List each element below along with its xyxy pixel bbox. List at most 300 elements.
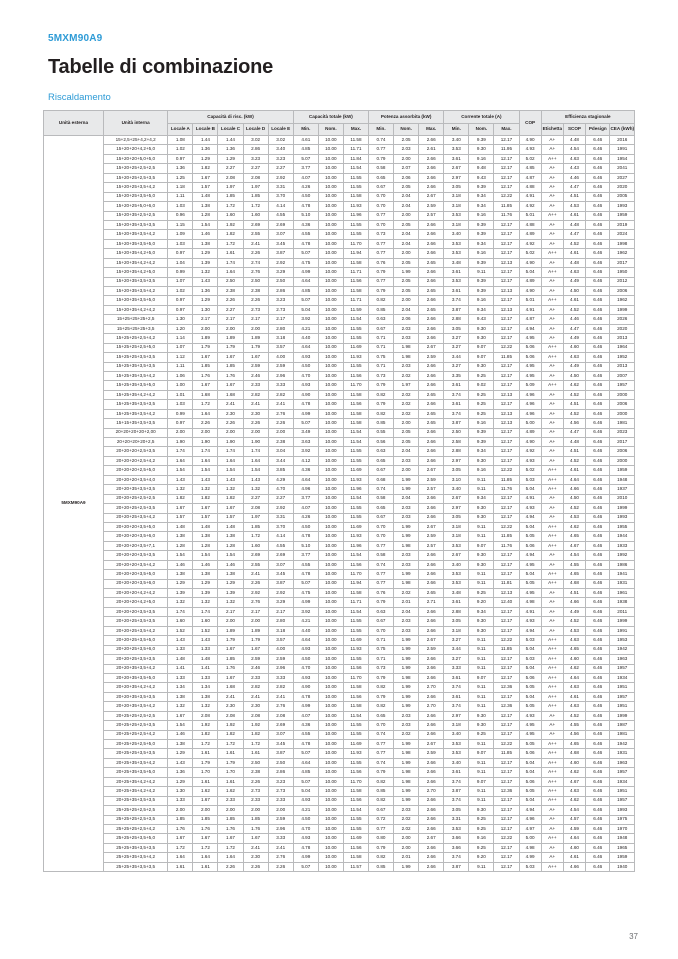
table-row: [44, 645, 635, 654]
cell-value: 1.36: [168, 768, 193, 777]
cell-value: 6.46: [586, 607, 610, 616]
cell-value: 1942: [610, 645, 635, 654]
cell-value: A+: [541, 494, 563, 503]
cell-value: 11.85: [494, 475, 519, 484]
header-unit-interna: Unità interna: [103, 111, 167, 136]
cell-value: 1.85: [243, 192, 268, 201]
cell-unit-interna: 20+20+20+3,5+4,2: [103, 560, 167, 569]
cell-value: 11.55: [343, 513, 368, 522]
cell-value: A++: [541, 475, 563, 484]
header-pot-nom: Nom.: [394, 124, 419, 136]
cell-value: 4.93: [519, 711, 541, 720]
cell-value: 2.66: [419, 362, 444, 371]
cell-value: A++: [541, 154, 563, 163]
cell-value: 2.05: [394, 438, 419, 447]
cell-value: 10.00: [318, 428, 343, 437]
cell-value: 3.18: [268, 626, 293, 635]
cell-value: 4.89: [519, 230, 541, 239]
cell-unit-interna: 15+20+25+2,5+3,5: [103, 173, 167, 182]
cell-value: 10.00: [318, 315, 343, 324]
cell-value: 2.02: [394, 589, 419, 598]
cell-value: 2.57: [419, 541, 444, 550]
cell-value: 4.95: [519, 334, 541, 343]
cell-value: 10.00: [318, 220, 343, 229]
cell-value: 4.92: [519, 239, 541, 248]
cell-value: 11.70: [343, 673, 368, 682]
cell-value: A++: [541, 749, 563, 758]
cell-value: A++: [541, 655, 563, 664]
cell-value: 2.38: [268, 438, 293, 447]
cell-value: 4.99: [293, 853, 318, 862]
cell-value: 11.58: [343, 258, 368, 267]
cell-value: 2.05: [394, 428, 419, 437]
cell-value: 0.70: [368, 721, 393, 730]
cell-value: 1959: [610, 211, 635, 220]
cell-value: 11.54: [343, 711, 368, 720]
cell-value: 1.03: [168, 202, 193, 211]
cell-value: 2.66: [419, 815, 444, 824]
cell-value: 2.88: [444, 607, 469, 616]
cell-value: 6.46: [586, 173, 610, 182]
cell-value: 3.74: [444, 390, 469, 399]
cell-value: 4.75: [293, 589, 318, 598]
cell-value: 6.46: [586, 862, 610, 871]
cell-value: 11.55: [343, 617, 368, 626]
cell-value: 2.04: [394, 305, 419, 314]
cell-value: 9.25: [469, 400, 494, 409]
cell-value: 5.05: [519, 579, 541, 588]
table-row: [44, 589, 635, 598]
table-row: [44, 721, 635, 730]
cell-value: 9.34: [469, 447, 494, 456]
cell-value: 5.04: [519, 796, 541, 805]
cell-value: 0.58: [368, 164, 393, 173]
cell-value: 4.94: [519, 513, 541, 522]
cell-value: 1.98: [394, 579, 419, 588]
cell-value: 11.55: [343, 362, 368, 371]
cell-value: 9.39: [469, 136, 494, 145]
cell-value: 10.00: [318, 447, 343, 456]
cell-value: 2.59: [268, 362, 293, 371]
cell-value: 3.53: [444, 579, 469, 588]
cell-value: 0.74: [368, 758, 393, 767]
cell-value: A+: [541, 806, 563, 815]
cell-value: 0.99: [168, 268, 193, 277]
cell-value: 2.00: [218, 617, 243, 626]
cell-value: 1.00: [168, 381, 193, 390]
cell-value: 1.99: [394, 655, 419, 664]
cell-value: 2.76: [243, 268, 268, 277]
cell-value: 2.67: [444, 551, 469, 560]
cell-value: 2.41: [243, 692, 268, 701]
cell-value: 11.69: [343, 834, 368, 843]
cell-value: 4.87: [519, 315, 541, 324]
cell-value: 11.94: [343, 249, 368, 258]
table-row: [44, 806, 635, 815]
cell-value: 2.65: [419, 419, 444, 428]
cell-value: 1.67: [193, 796, 218, 805]
table-row: [44, 164, 635, 173]
cell-value: 4.52: [563, 711, 585, 720]
cell-value: 1.44: [218, 136, 243, 145]
cell-unit-interna: 20+25+35+3,5+4,2: [103, 758, 167, 767]
cell-value: 3.53: [444, 249, 469, 258]
cell-value: 1.67: [193, 173, 218, 182]
cell-value: 5.07: [293, 749, 318, 758]
cell-unit-interna: 20+25+25+2,5+2,5: [103, 711, 167, 720]
cell-value: 9.39: [469, 258, 494, 267]
cell-value: 1.64: [193, 409, 218, 418]
cell-value: 1.92: [218, 220, 243, 229]
cell-value: 9.30: [469, 711, 494, 720]
cell-value: 2.70: [419, 683, 444, 692]
cell-value: 1.54: [218, 466, 243, 475]
cell-value: 2.66: [419, 173, 444, 182]
cell-value: 10.00: [318, 749, 343, 758]
cell-value: 6.46: [586, 541, 610, 550]
cell-value: 2.96: [268, 371, 293, 380]
cell-value: 10.00: [318, 702, 343, 711]
cell-value: 2.59: [268, 655, 293, 664]
cell-value: 3.05: [444, 183, 469, 192]
cell-value: 12.17: [494, 136, 519, 145]
cell-value: 11.56: [343, 560, 368, 569]
cell-value: 2.66: [419, 239, 444, 248]
cell-value: 2.66: [419, 334, 444, 343]
cell-value: 1.54: [193, 551, 218, 560]
cell-value: 1.97: [218, 183, 243, 192]
cell-value: 0.65: [368, 173, 393, 182]
cell-value: 3.74: [444, 796, 469, 805]
cell-value: 4.62: [563, 522, 585, 531]
cell-value: 2.04: [394, 230, 419, 239]
cell-value: 2.41: [218, 692, 243, 701]
cell-value: 9.16: [469, 249, 494, 258]
cell-value: 1.98: [394, 673, 419, 682]
cell-value: 1.97: [243, 183, 268, 192]
cell-value: 6.46: [586, 334, 610, 343]
cell-value: 12.17: [494, 626, 519, 635]
cell-value: 5.01: [519, 296, 541, 305]
cell-value: 1962: [610, 296, 635, 305]
cell-value: 0.82: [368, 296, 393, 305]
cell-value: 4.60: [563, 843, 585, 852]
cell-value: 4.48: [563, 258, 585, 267]
cell-value: A++: [541, 579, 563, 588]
cell-unit-interna: 20+25+35+4,2+4,2: [103, 777, 167, 786]
cell-value: 4.54: [563, 145, 585, 154]
cell-value: A++: [541, 796, 563, 805]
cell-value: 4.49: [563, 362, 585, 371]
cell-value: 4.63: [563, 702, 585, 711]
cell-value: 5.07: [293, 777, 318, 786]
cell-value: 1.46: [193, 230, 218, 239]
cell-value: 2.38: [243, 287, 268, 296]
cell-value: 6.46: [586, 551, 610, 560]
cell-value: 2.97: [444, 456, 469, 465]
cell-value: 1.89: [218, 626, 243, 635]
cell-value: 11.94: [343, 579, 368, 588]
cell-value: 3.74: [444, 853, 469, 862]
cell-value: 1.43: [193, 277, 218, 286]
cell-value: 11.76: [494, 211, 519, 220]
cell-value: 10.00: [318, 230, 343, 239]
cell-value: 2.59: [419, 475, 444, 484]
cell-value: 2.27: [268, 494, 293, 503]
cell-value: 10.00: [318, 362, 343, 371]
cell-value: 10.00: [318, 598, 343, 607]
cell-value: 5.05: [519, 532, 541, 541]
cell-value: A+: [541, 409, 563, 418]
cell-value: 12.17: [494, 362, 519, 371]
cell-value: 12.13: [494, 589, 519, 598]
cell-value: A++: [541, 485, 563, 494]
cell-value: 11.56: [343, 400, 368, 409]
cell-value: 1.98: [394, 343, 419, 352]
cell-value: 5.04: [519, 645, 541, 654]
header-cea: CEA (kWh): [610, 124, 635, 136]
cell-value: 4.07: [293, 711, 318, 720]
cell-value: 2.66: [419, 607, 444, 616]
cell-value: 6.46: [586, 419, 610, 428]
cell-value: 1.99: [394, 268, 419, 277]
header-pot-min: Min.: [368, 124, 393, 136]
cell-value: 2.97: [444, 504, 469, 513]
cell-value: 10.00: [318, 853, 343, 862]
table-row: [44, 353, 635, 362]
cell-value: 2019: [610, 220, 635, 229]
cell-value: 2.59: [268, 815, 293, 824]
cell-value: 1.68: [193, 390, 218, 399]
cell-value: A+: [541, 456, 563, 465]
cell-value: 2.67: [444, 494, 469, 503]
cell-value: 3.05: [444, 324, 469, 333]
cell-value: 2.92: [268, 504, 293, 513]
cell-value: A+: [541, 438, 563, 447]
cell-value: 3.31: [268, 183, 293, 192]
cell-value: 6.46: [586, 438, 610, 447]
cell-value: 4.61: [563, 296, 585, 305]
cell-value: 1.38: [218, 532, 243, 541]
cell-value: 6.46: [586, 249, 610, 258]
cell-unit-interna: 20+20+25+3,5+6,0: [103, 645, 167, 654]
cell-value: 2.66: [419, 504, 444, 513]
cell-value: 0.67: [368, 513, 393, 522]
cell-value: 9.07: [469, 343, 494, 352]
cell-value: 12.36: [494, 683, 519, 692]
cell-value: 2.66: [419, 862, 444, 871]
cell-value: 2.08: [218, 173, 243, 182]
cell-unit-interna: 20+20+25+3,5+4,2: [103, 626, 167, 635]
cell-value: 2.66: [419, 136, 444, 145]
cell-value: 3.05: [444, 513, 469, 522]
cell-value: 4.88: [519, 220, 541, 229]
cell-value: 0.97: [168, 296, 193, 305]
cell-value: 4.90: [293, 683, 318, 692]
cell-value: 6.46: [586, 777, 610, 786]
cell-value: 4.29: [268, 475, 293, 484]
cell-value: 1951: [610, 683, 635, 692]
cell-value: 9.11: [469, 522, 494, 531]
cell-value: 2.00: [394, 466, 419, 475]
cell-value: 4.94: [519, 626, 541, 635]
cell-value: 4.59: [563, 824, 585, 833]
cell-value: 2013: [610, 362, 635, 371]
cell-value: 4.48: [563, 438, 585, 447]
cell-value: 2.02: [394, 730, 419, 739]
cell-value: 3.87: [444, 305, 469, 314]
cell-value: 1.39: [193, 258, 218, 267]
cell-value: 0.85: [368, 419, 393, 428]
cell-value: 1.11: [168, 362, 193, 371]
cell-unit-interna: 15+25+35+3,5+3,5: [103, 400, 167, 409]
cell-value: 0.77: [368, 541, 393, 550]
cell-value: A+: [541, 305, 563, 314]
cell-value: 11.96: [343, 541, 368, 550]
cell-value: 2.01: [394, 853, 419, 862]
cell-value: 4.90: [519, 438, 541, 447]
cell-value: 1.52: [168, 626, 193, 635]
cell-value: 2.04: [394, 607, 419, 616]
cell-value: 2.66: [419, 758, 444, 767]
cell-value: 10.00: [318, 730, 343, 739]
cell-value: 3.40: [268, 145, 293, 154]
cell-value: 11.56: [343, 796, 368, 805]
cell-value: 4.68: [563, 579, 585, 588]
cell-value: 11.55: [343, 730, 368, 739]
cell-value: 2.96: [268, 664, 293, 673]
cell-value: 5.04: [293, 305, 318, 314]
cell-value: 12.13: [494, 258, 519, 267]
cell-value: 1.38: [193, 692, 218, 701]
cell-value: 3.05: [444, 466, 469, 475]
cell-value: 12.17: [494, 164, 519, 173]
cell-value: 4.99: [519, 853, 541, 862]
cell-value: 2.06: [394, 315, 419, 324]
cell-value: 2.73: [243, 305, 268, 314]
cell-value: 6.46: [586, 749, 610, 758]
cell-value: 1.25: [168, 173, 193, 182]
cell-value: 2023: [610, 428, 635, 437]
table-row: [44, 485, 635, 494]
cell-value: 1.60: [193, 617, 218, 626]
cell-value: A++: [541, 522, 563, 531]
cell-value: 9.25: [469, 730, 494, 739]
cell-value: 6.46: [586, 815, 610, 824]
cell-value: 1.67: [193, 834, 218, 843]
cell-value: 2.66: [419, 711, 444, 720]
header-pdesign: Pdesign: [586, 124, 610, 136]
cell-value: 5.03: [519, 862, 541, 871]
cell-value: 11.55: [343, 815, 368, 824]
cell-value: 10.00: [318, 296, 343, 305]
cell-value: 1.64: [243, 456, 268, 465]
cell-value: 3.07: [268, 560, 293, 569]
cell-value: 6.46: [586, 711, 610, 720]
cell-value: 4.00: [268, 353, 293, 362]
cell-value: 1.85: [193, 362, 218, 371]
cell-value: 9.11: [469, 636, 494, 645]
cell-value: 4.53: [563, 626, 585, 635]
cell-value: A+: [541, 721, 563, 730]
cell-value: 4.92: [519, 447, 541, 456]
cell-value: 3.31: [444, 815, 469, 824]
cell-value: 9.16: [469, 154, 494, 163]
cell-value: A+: [541, 202, 563, 211]
cell-value: 2.66: [419, 249, 444, 258]
table-row: [44, 277, 635, 286]
cell-value: A+: [541, 504, 563, 513]
cell-value: A+: [541, 730, 563, 739]
cell-value: 1.04: [168, 258, 193, 267]
cell-value: 3.77: [293, 164, 318, 173]
cell-value: 10.00: [318, 522, 343, 531]
cell-value: 2.65: [419, 287, 444, 296]
cell-value: 2007: [610, 371, 635, 380]
cell-value: 2.00: [394, 249, 419, 258]
cell-value: 1.38: [193, 570, 218, 579]
cell-value: 4.55: [563, 560, 585, 569]
cell-value: 4.78: [293, 400, 318, 409]
cell-value: 3.70: [268, 522, 293, 531]
cell-value: 9.16: [469, 296, 494, 305]
cell-value: 1992: [610, 551, 635, 560]
cell-value: A+: [541, 145, 563, 154]
table-row: [44, 513, 635, 522]
cell-value: 0.85: [368, 787, 393, 796]
cell-value: 1.36: [168, 164, 193, 173]
table-row: [44, 324, 635, 333]
cell-value: 0.77: [368, 145, 393, 154]
cell-value: A++: [541, 673, 563, 682]
cell-unit-interna: 15+20+25+5,0+6,0: [103, 202, 167, 211]
cell-value: 1.39: [168, 589, 193, 598]
cell-value: 2.03: [394, 626, 419, 635]
cell-unit-interna: 15+20+25+3,5+4,2: [103, 183, 167, 192]
cell-value: 10.00: [318, 466, 343, 475]
cell-value: 6.46: [586, 324, 610, 333]
cell-value: 3.53: [444, 541, 469, 550]
cell-value: 2.76: [268, 409, 293, 418]
cell-value: 3.53: [444, 824, 469, 833]
cell-unit-interna: 15+25+25+2,5+4,2: [103, 334, 167, 343]
cell-value: 3.48: [444, 258, 469, 267]
cell-value: 2.02: [394, 815, 419, 824]
cell-value: 1.79: [218, 758, 243, 767]
cell-value: 1.82: [193, 494, 218, 503]
cell-value: 1.64: [193, 853, 218, 862]
cell-value: 9.25: [469, 371, 494, 380]
cell-value: 1.32: [193, 598, 218, 607]
cell-value: 9.30: [469, 617, 494, 626]
cell-value: 2.26: [268, 862, 293, 871]
cell-value: 1.34: [193, 683, 218, 692]
cell-value: 0.77: [368, 570, 393, 579]
cell-unit-interna: 15+25+25+3,5+3,5: [103, 353, 167, 362]
cell-value: 1.85: [243, 522, 268, 531]
cell-value: 6.46: [586, 579, 610, 588]
cell-value: 10.00: [318, 796, 343, 805]
cell-value: 1.32: [193, 702, 218, 711]
cell-value: 1.82: [193, 730, 218, 739]
cell-value: 1.01: [168, 390, 193, 399]
cell-value: A+: [541, 513, 563, 522]
cell-value: 2.70: [419, 787, 444, 796]
cell-value: 11.69: [343, 636, 368, 645]
cell-value: 4.66: [563, 598, 585, 607]
cell-value: 5.06: [519, 343, 541, 352]
header-etichetta: Etichetta: [541, 124, 563, 136]
